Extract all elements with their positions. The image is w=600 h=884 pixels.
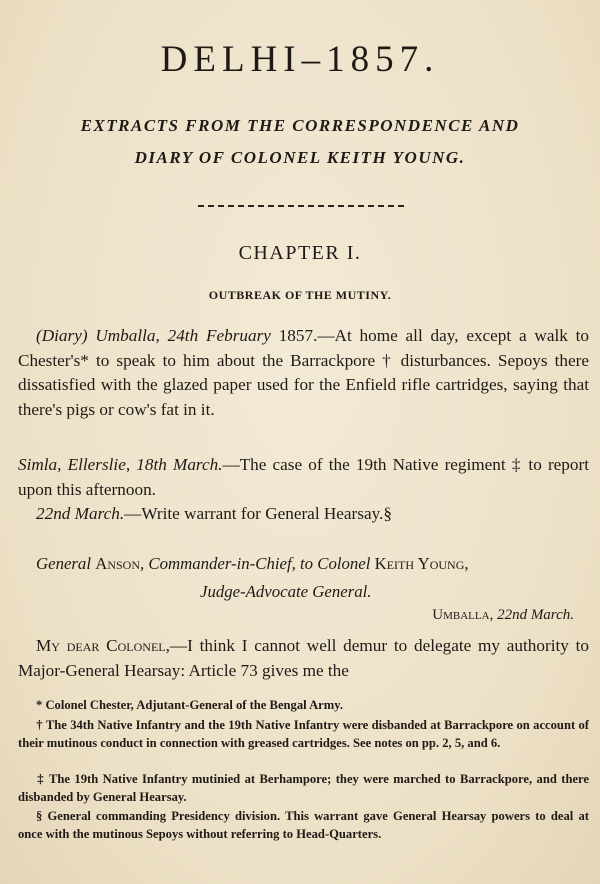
subtitle-line-2: DIARY OF COLONEL KEITH YOUNG. (134, 148, 466, 167)
letter-body-text: ,—I think I cannot well demur to delegate my authority to Major-General Hearsay: Article 73 gives me the (18, 636, 589, 680)
footnote-3: ‡ The 19th Native Infantry mutinied at Berhampore; they were marched to Barrackpore, and there disbanded by General Hearsay. (18, 772, 589, 805)
entry-1-text: 1857.—At home all day, except a walk to Chester's* to speak to him about the Barrackpore † disturbances. Sepoys there dissatisfied with the glazed paper used for the Enfield rifle cartridges, saying that there's pigs or cow's fat in it. (18, 326, 589, 419)
letter-to-name: Keith Young (374, 554, 465, 573)
letter-heading: General Anson, Commander-in-Chief, to Colonel Keith Young, (36, 554, 469, 573)
entry-3-lead: 22nd March. (36, 504, 125, 523)
letter-recipient-title: Judge-Advocate General. (200, 582, 372, 601)
letter-from-title: , Commander-in-Chief, to Colonel (140, 554, 375, 573)
entry-3-text: —Write warrant for General Hearsay.§ (124, 504, 392, 523)
ornamental-divider (198, 205, 404, 209)
diary-entry-2 (18, 453, 589, 502)
chapter-heading: CHAPTER I. (238, 242, 362, 264)
diary-entry-1 (18, 324, 589, 422)
entry-1-lead: (Diary) Umballa, 24th February (36, 326, 271, 345)
page-title: DELHI–1857. (160, 39, 440, 80)
entry-2-text: —The case of the 19th Native regiment ‡ to report upon this afternoon. (18, 455, 589, 499)
letter-from-name: Anson (95, 554, 140, 573)
letter-salutation: My dear Colonel (36, 636, 166, 655)
letter-date: 22nd March. (497, 607, 574, 623)
diary-entry-3 (18, 502, 589, 527)
subtitle-line-1: EXTRACTS FROM THE CORRESPONDENCE AND (80, 116, 520, 135)
entry-2-lead: Simla, Ellerslie, 18th March. (18, 455, 223, 474)
footnote-1: * Colonel Chester, Adjutant-General of the Bengal Army. (36, 698, 344, 712)
footnote-2: † The 34th Native Infantry and the 19th Native Infantry were disbanded at Barrackpore on account of their mutinous conduct in connection with greased cartridges. See notes on pp. 2, 5, and 6. (18, 718, 589, 751)
letter-dateline: Umballa, 22nd March. (432, 607, 574, 623)
section-heading: OUTBREAK OF THE MUTINY. (208, 288, 392, 302)
letter-body (18, 634, 589, 683)
letter-from-rank: General (36, 554, 91, 573)
footnote-4: § General commanding Presidency division. This warrant gave General Hearsay powers to deal at once with the mutinous Sepoys without referring to Head-Quarters. (18, 809, 589, 842)
letter-place: Umballa (432, 607, 490, 623)
